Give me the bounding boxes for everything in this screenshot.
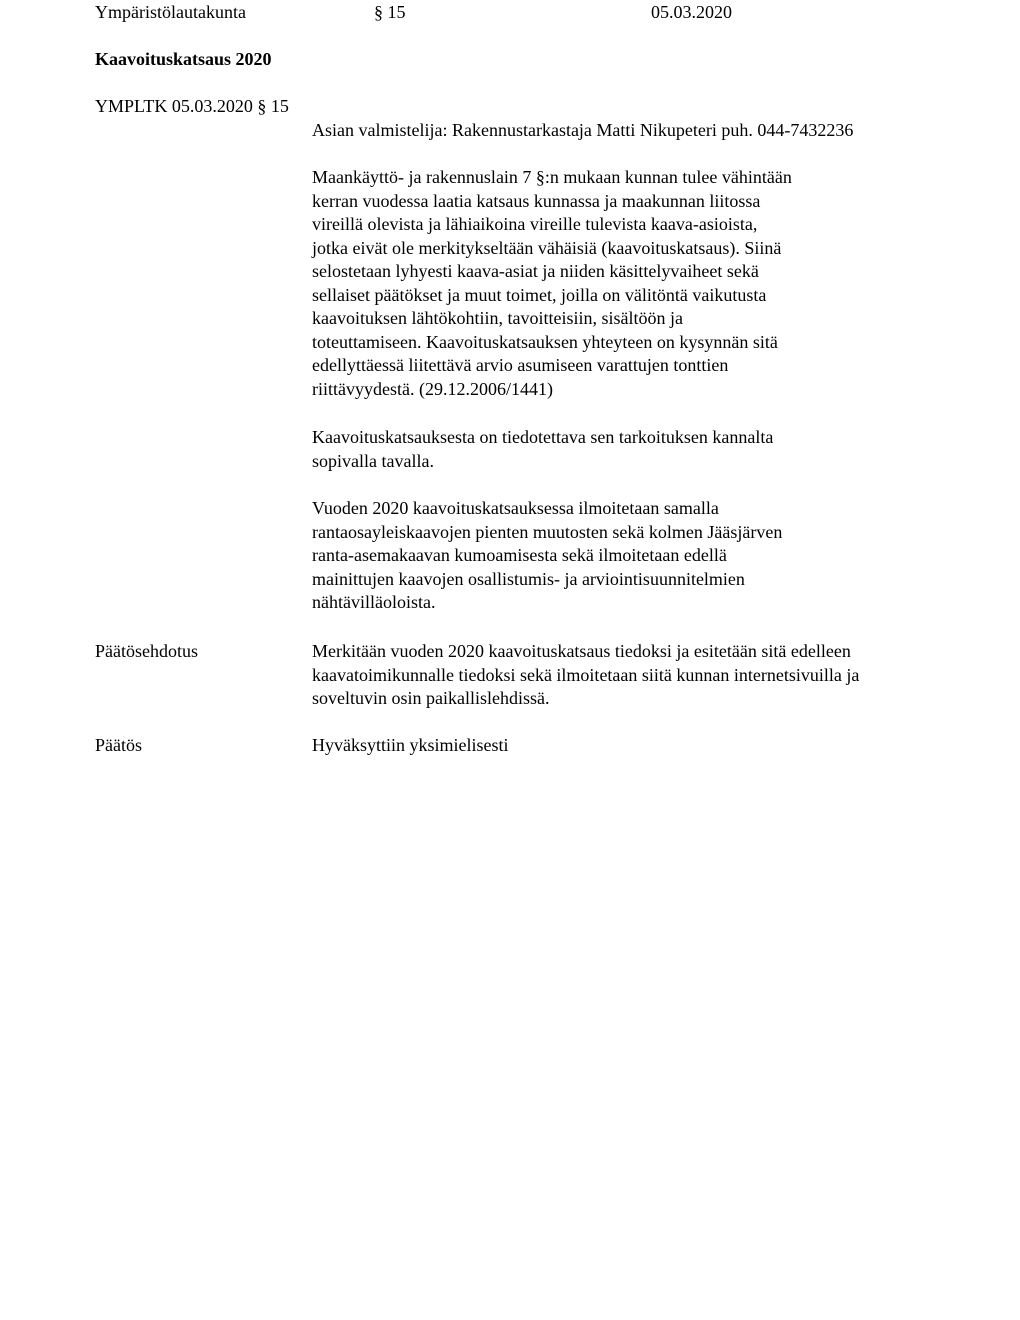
- meeting-reference: YMPLTK 05.03.2020 § 15: [95, 96, 289, 116]
- proposal-text: Merkitään vuoden 2020 kaavoituskatsaus tiedoksi ja esitetään sitä edelleen kaavatoimikunnalle tiedoksi sekä ilmoitetaan siitä kunnan internetsivuilla ja soveltuvin osin paikallislehdissä.: [312, 641, 860, 708]
- proposal-label: Päätösehdotus: [95, 641, 198, 661]
- paragraph-announcement: [312, 497, 932, 615]
- decision-text: Hyväksyttiin yksimielisesti: [312, 735, 509, 755]
- proposal-block: [312, 640, 952, 711]
- paragraph-text: Maankäyttö- ja rakennuslain 7 §:n mukaan kunnan tulee vähintään kerran vuodessa laatia katsaus kunnassa ja maakunnan liitossa vireillä olevista ja lähiaikoina vireille tulevista kaava-asioista, jotka eivät ole merkitykseltään vähäisiä (kaavoituskatsaus). Siinä selostetaan lyhyesti kaava-asiat ja niiden käsittelyvaiheet sekä sellaiset päätökset ja muut toimet, joilla on välitöntä vaikutusta kaavoituksen lähtökohtiin, tavoitteisiin, sisältöön ja toteuttamiseen. Kaavoituskatsauksen yhteyteen on kysynnän sitä edellyttäessä liitettävä arvio asumiseen varattujen tonttien riittävyydestä. (29.12.2006/1441): [312, 167, 792, 399]
- decision-label: Päätös: [95, 735, 142, 755]
- header-date: 05.03.2020: [651, 2, 732, 22]
- paragraph-communication: [312, 426, 932, 473]
- preparer-line: Asian valmistelija: Rakennustarkastaja Matti Nikupeteri puh. 044-7432236: [312, 120, 854, 140]
- header-section: § 15: [374, 2, 406, 22]
- paragraph-legal-basis: [312, 166, 932, 401]
- paragraph-text: Kaavoituskatsauksesta on tiedotettava sen tarkoituksen kannalta sopivalla tavalla.: [312, 427, 774, 471]
- paragraph-text: Vuoden 2020 kaavoituskatsauksessa ilmoitetaan samalla rantaosayleiskaavojen pienten muutosten sekä kolmen Jääsjärven ranta-asemakaavan kumoamisesta sekä ilmoitetaan edellä mainittujen kaavojen osallistumis- ja arviointisuunnitelmien nähtävilläoloista.: [312, 498, 783, 612]
- document-title: Kaavoituskatsaus 2020: [95, 49, 272, 69]
- header-committee: Ympäristölautakunta: [95, 2, 246, 22]
